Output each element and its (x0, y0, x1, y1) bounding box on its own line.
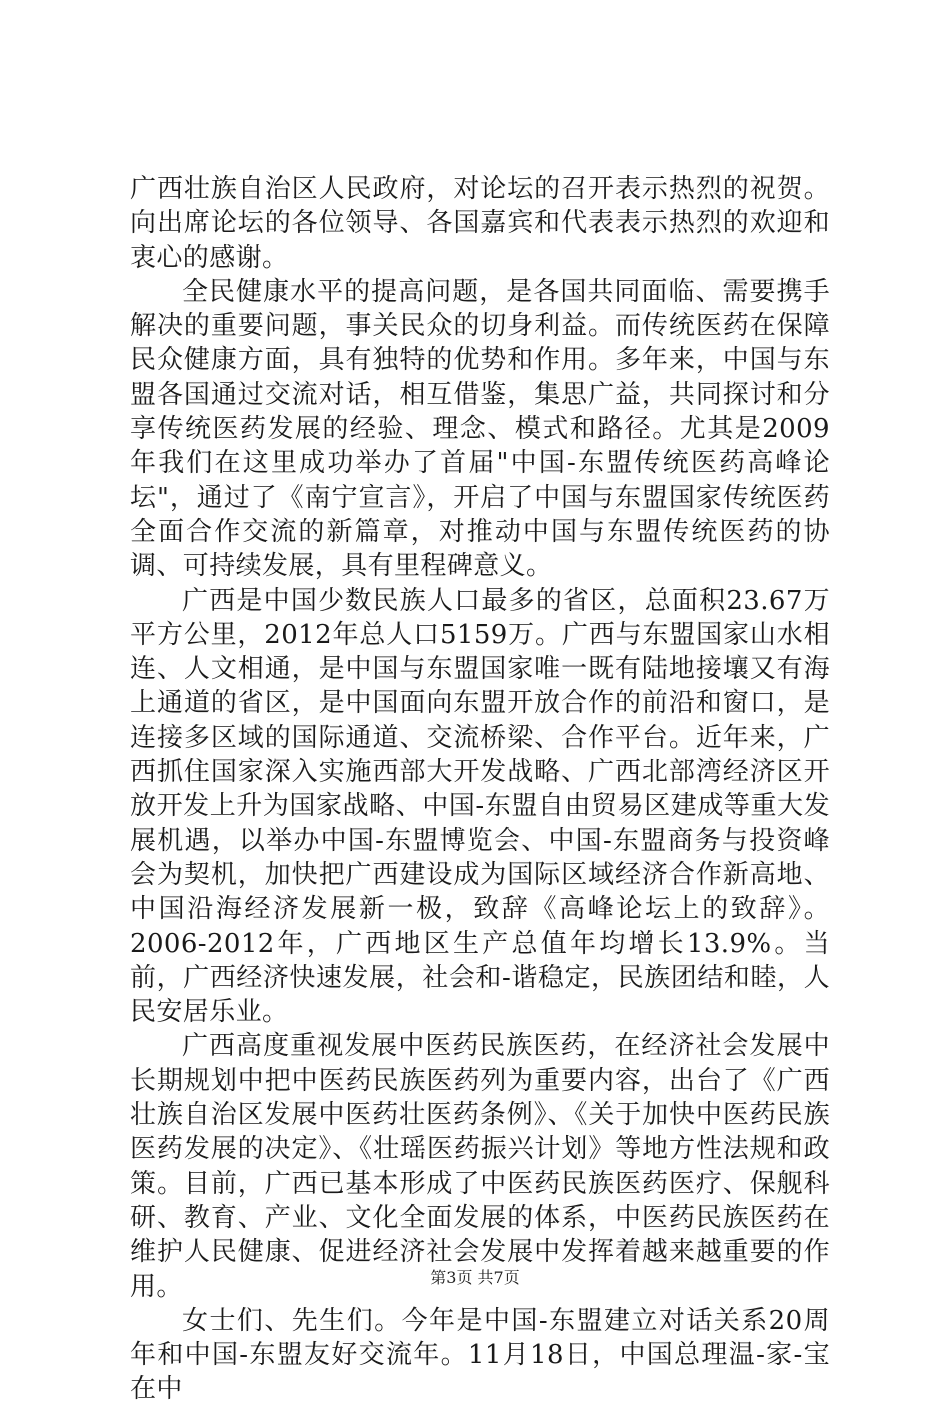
paragraph-2: 全民健康水平的提高问题，是各国共同面临、需要携手解决的重要问题，事关民众的切身利益。而传统医药在保障民众健康方面，具有独特的优势和作用。多年来，中国与东盟各国通过交流对话，相互借鉴，集思广益，共同探讨和分享传统医药发展的经验、理念、模式和路径。尤其是2009年我们在这里成功举办了首届"中国-东盟传统医药高峰论坛"，通过了《南宁宣言》，开启了中国与东盟国家传统医药全面合作交流的新篇章，对推动中国与东盟传统医药的协调、可持续发展，具有里程碑意义。 (130, 276, 830, 582)
paragraph-1: 广西壮族自治区人民政府，对论坛的召开表示热烈的祝贺。向出席论坛的各位领导、各国嘉宾和代表表示热烈的欢迎和衷心的感谢。 (130, 174, 830, 273)
paragraph-3: 广西是中国少数民族人口最多的省区，总面积23.67万平方公里，2012年总人口5159万。广西与东盟国家山水相连、人文相通，是中国与东盟国家唯一既有陆地接壤又有海上通道的省区，是中国面向东盟开放合作的前沿和窗口，是连接多区域的国际通道、交流桥梁、合作平台。近年来，广西抓住国家深入实施西部大开发战略、广西北部湾经济区开放开发上升为国家战略、中国-东盟自由贸易区建成等重大发展机遇，以举办中国-东盟博览会、中国-东盟商务与投资峰会为契机，加快把广西建设成为国际区域经济合作新高地、中国沿海经济发展新一极，致辞《高峰论坛上的致辞》。2006-2012年，广西地区生产总值年均增长13.9%。当前，广西经济快速发展，社会和-谐稳定，民族团结和睦，人民安居乐业。 (130, 585, 830, 1028)
paragraph-4: 广西高度重视发展中医药民族医药，在经济社会发展中长期规划中把中医药民族医药列为重要内容，出台了《广西壮族自治区发展中医药壮医药条例》、《关于加快中医药民族医药发展的决定》、《壮瑶医药振兴计划》等地方性法规和政策。目前，广西已基本形成了中医药民族医药医疗、保舰科研、教育、产业、文化全面发展的体系，中医药民族医药在维护人民健康、促进经济社会发展中发挥着越来越重要的作用。 (130, 1031, 830, 1302)
document-body (130, 172, 830, 1407)
page-number-footer: 第3页 共7页 (430, 1268, 520, 1287)
paragraph-5: 女士们、先生们。今年是中国-东盟建立对话关系20周年和中国-东盟友好交流年。11月18日，中国总理温-家-宝在中 (130, 1305, 830, 1405)
